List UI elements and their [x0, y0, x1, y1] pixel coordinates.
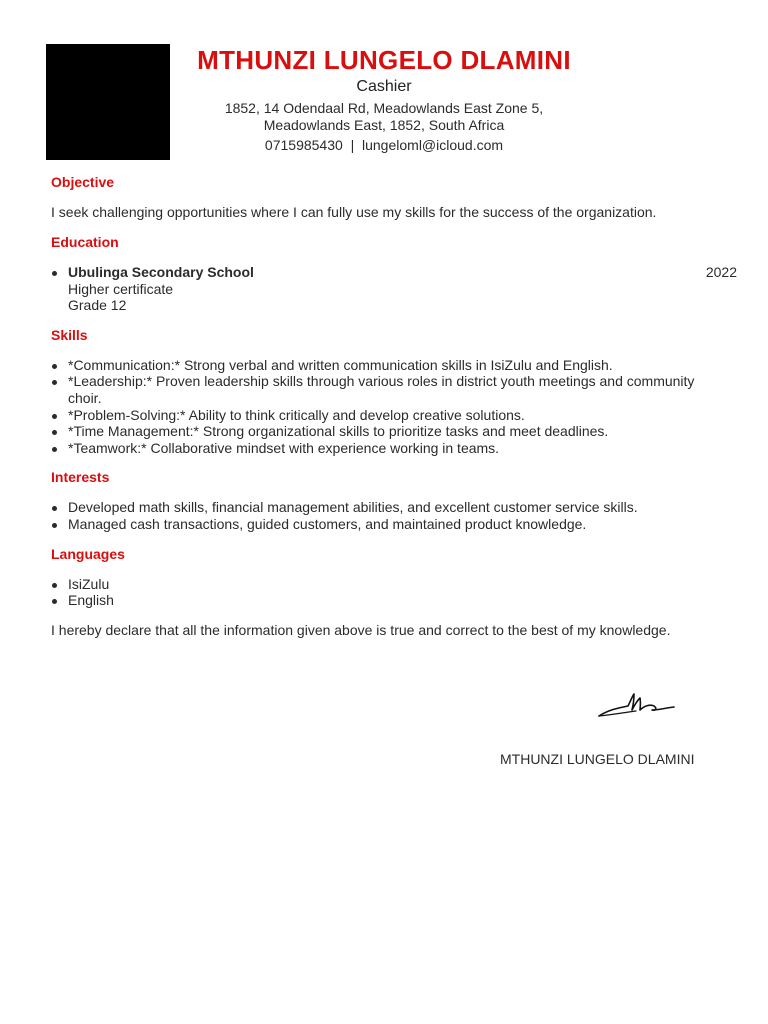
skills-list [51, 357, 731, 457]
address [170, 100, 598, 134]
objective-text: I seek challenging opportunities where I can fully use my skills for the success of the organization. [51, 204, 657, 220]
declaration-text: I hereby declare that all the information given above is true and correct to the best of my knowledge. [51, 621, 671, 638]
address-line-2: Meadowlands East, 1852, South Africa [263, 117, 505, 133]
resume-header [170, 44, 598, 154]
resume-body [51, 174, 737, 639]
education-heading: Education [51, 234, 119, 250]
contact-separator: | [350, 137, 355, 153]
interests-heading: Interests [51, 469, 110, 486]
list-item: English [51, 592, 731, 609]
objective-section [51, 174, 731, 221]
education-list [51, 264, 737, 314]
list-item: Managed cash transactions, guided customers, and maintained product knowledge. [51, 516, 731, 533]
interests-list [51, 499, 731, 532]
qualification: Higher certificate [68, 280, 174, 297]
email-address: lungeloml@icloud.com [362, 137, 504, 153]
signature-image [596, 688, 676, 722]
list-item: Developed math skills, financial management abilities, and excellent customer service skills. [51, 499, 731, 516]
signature-name: MTHUNZI LUNGELO DLAMINI [500, 751, 695, 767]
languages-heading: Languages [51, 545, 125, 562]
skills-section [51, 327, 731, 457]
education-section [51, 234, 737, 314]
address-line-1: 1852, 14 Odendaal Rd, Meadowlands East Zone 5, [224, 100, 544, 116]
objective-heading: Objective [51, 174, 115, 190]
interests-section [51, 469, 731, 532]
list-item: *Teamwork:* Collaborative mindset with experience working in teams. [51, 440, 731, 457]
list-item: *Leadership:* Proven leadership skills through various roles in district youth meetings and community choir. [51, 373, 731, 406]
contact-line [170, 137, 598, 154]
education-year: 2022 [705, 264, 737, 280]
candidate-name: MTHUNZI LUNGELO DLAMINI [197, 45, 571, 75]
education-item [51, 264, 737, 314]
grade: Grade 12 [68, 297, 127, 314]
list-item: *Problem-Solving:* Ability to think critically and develop creative solutions. [51, 407, 731, 424]
languages-section [51, 546, 731, 609]
profile-photo [46, 44, 170, 160]
list-item: *Communication:* Strong verbal and written communication skills in IsiZulu and English. [51, 357, 731, 374]
languages-list [51, 576, 731, 609]
list-item: IsiZulu [51, 576, 731, 593]
education-row [68, 264, 737, 281]
skills-heading: Skills [51, 326, 88, 343]
school-name: Ubulinga Secondary School [68, 264, 254, 280]
phone-number: 0715985430 [264, 137, 343, 153]
job-title: Cashier [356, 78, 412, 95]
list-item: *Time Management:* Strong organizational skills to prioritize tasks and meet deadlines. [51, 423, 731, 440]
